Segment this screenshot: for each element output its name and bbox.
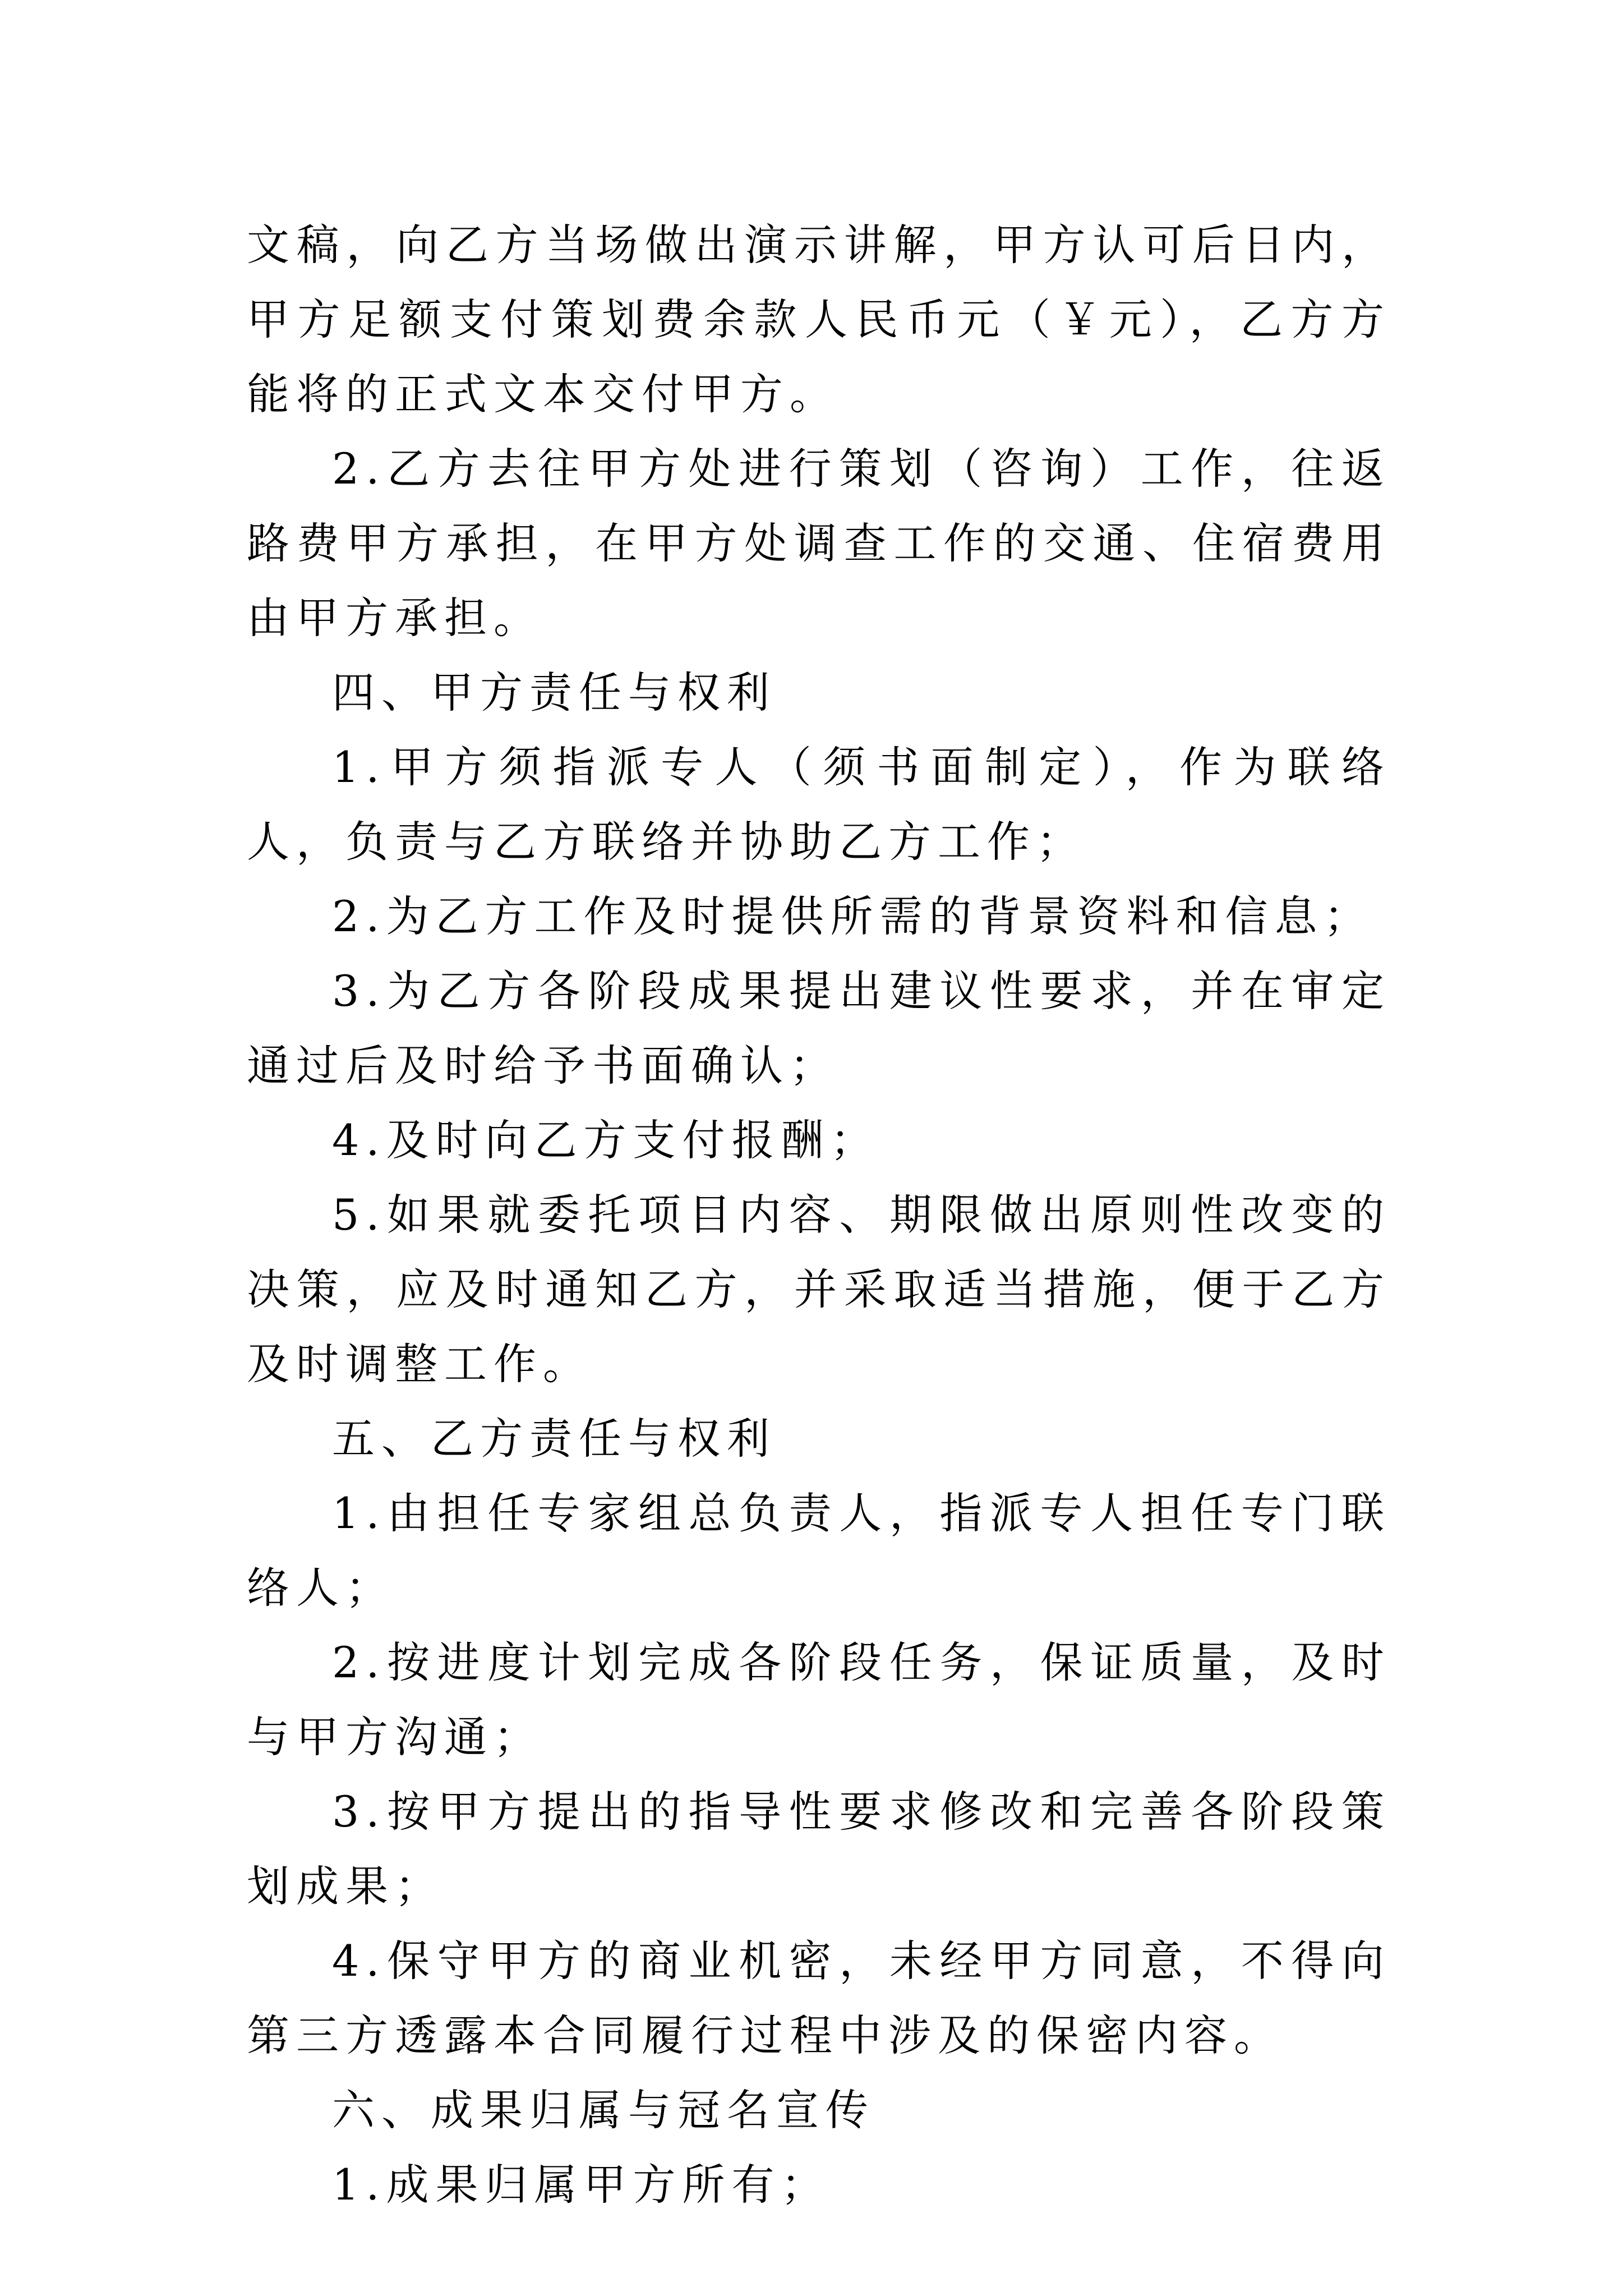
paragraph-clause-4-3: 3.为乙方各阶段成果提出建议性要求，并在审定通过后及时给予书面确认；: [247, 966, 1391, 1091]
paragraph-clause-6-1: 1.成果归属甲方所有；: [332, 2160, 831, 2210]
paragraph-clause-5-2: 2.按进度计划完成各阶段任务，保证质量，及时与甲方沟通；: [247, 1637, 1391, 1762]
paragraph-clause-5-1: 1.由担任专家组总负责人，指派专人担任专门联络人；: [247, 1488, 1391, 1613]
paragraph-clause-5-4: 4.保守甲方的商业机密，未经甲方同意，不得向第三方透露本合同履行过程中涉及的保密内容。: [247, 1936, 1391, 2060]
paragraph-clause-4-4: 4.及时向乙方支付报酬；: [332, 1115, 880, 1165]
section-heading-6: 六、成果归属与冠名宣传: [332, 2085, 875, 2135]
paragraph-clause-5-3: 3.按甲方提出的指导性要求修改和完善各阶段策划成果；: [247, 1787, 1391, 1911]
paragraph-clause-4-5: 5.如果就委托项目内容、期限做出原则性改变的决策，应及时通知乙方，并采取适当措施，便于乙方及时调整工作。: [247, 1190, 1391, 1389]
section-heading-5: 五、乙方责任与权利: [332, 1414, 776, 1464]
paragraph-intro-continued: 文稿，向乙方当场做出演示讲解，甲方认可后日内，甲方足额支付策划费余款人民币元（￥元），乙方方能将的正式文本交付甲方。: [247, 220, 1391, 419]
document-page: [247, 208, 1391, 2222]
paragraph-clause-3-2: 2.乙方去往甲方处进行策划（咨询）工作，往返路费甲方承担，在甲方处调查工作的交通、住宿费用由甲方承担。: [247, 444, 1391, 643]
paragraph-clause-4-2: 2.为乙方工作及时提供所需的背景资料和信息；: [332, 891, 1373, 941]
paragraph-clause-4-1: 1.甲方须指派专人（须书面制定），作为联络人，负责与乙方联络并协助乙方工作；: [247, 742, 1391, 867]
section-heading-4: 四、甲方责任与权利: [332, 668, 776, 717]
